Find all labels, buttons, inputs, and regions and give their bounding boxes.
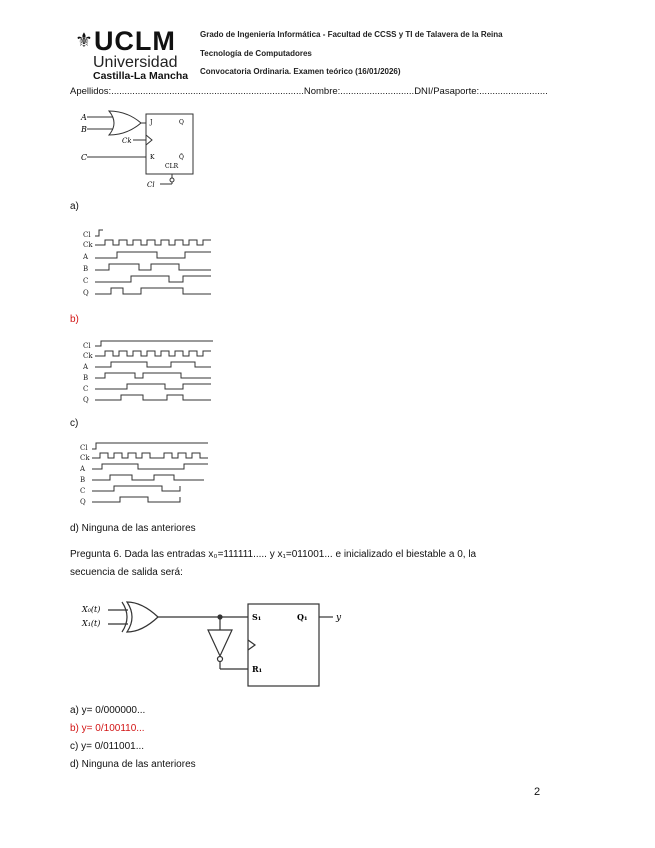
td-a-label-ck: Ck [83, 241, 93, 249]
logo-text: UCLM [93, 26, 176, 56]
sr-q1: Q₁ [297, 612, 308, 622]
jk-circuit-diagram [75, 108, 210, 188]
timing-diagram-c [80, 440, 215, 508]
sr-circuit-diagram [78, 596, 358, 691]
header-course: Tecnología de Computadores [200, 49, 312, 58]
option-d[interactable]: d) Ninguna de las anteriores [70, 523, 196, 534]
td-a-label-cl: Cl [83, 231, 91, 239]
page-number: 2 [534, 786, 541, 798]
university-logo [75, 26, 176, 57]
td-a-label-b: B [83, 265, 89, 273]
sr-s1: S₁ [252, 612, 262, 622]
q6-option-b-correct[interactable]: b) y= 0/100110... [70, 723, 145, 734]
circuit1-clear: Cl [147, 181, 155, 188]
sr-input-x0: X₀(t) [82, 605, 101, 614]
question-6-line1: Pregunta 6. Dada las entradas x₀=111111..... y x₁=011001... e inicializado el biestable a 0, la [70, 549, 477, 560]
td-c-label-cl: Cl [80, 444, 88, 452]
circuit1-input-a: A [81, 113, 87, 122]
q6-option-c[interactable]: c) y= 0/011001... [70, 741, 145, 752]
student-fields: Apellidos:.........................................................................Nombre:............................DNI/Pasaporte:.......................... [70, 86, 548, 97]
ff-clr: CLR [165, 163, 179, 170]
td-b-label-ck: Ck [83, 352, 93, 360]
logo-region: Castilla-La Mancha [93, 70, 189, 82]
ff-qbar: Q̄ [179, 154, 184, 161]
logo-emblem-icon: ⚜ [75, 30, 94, 52]
td-c-label-ck: Ck [80, 454, 90, 462]
logo-subtitle: Universidad [93, 54, 178, 71]
header-exam: Convocatoria Ordinaria. Examen teórico (16/01/2026) [200, 67, 401, 76]
q6-option-d[interactable]: d) Ninguna de las anteriores [70, 759, 196, 770]
sr-input-x1: X₁(t) [82, 619, 101, 628]
td-c-label-c: C [80, 487, 86, 495]
timing-diagram-a [83, 228, 218, 300]
sr-r1: R₁ [252, 664, 263, 674]
circuit1-input-b: B [81, 125, 87, 134]
ff-j: J [150, 119, 153, 126]
circuit1-clock: Ck [122, 137, 132, 145]
td-b-label-b: B [83, 374, 89, 382]
td-b-label-cl: Cl [83, 342, 91, 350]
td-c-label-q: Q [80, 498, 86, 506]
header-degree: Grado de Ingeniería Informática - Facultad de CCSS y TI de Talavera de la Reina [200, 30, 503, 39]
td-a-label-a: A [83, 253, 89, 261]
td-a-label-q: Q [83, 289, 89, 297]
question-6-line2: secuencia de salida será: [70, 567, 183, 578]
td-b-label-c: C [83, 385, 89, 393]
option-a[interactable]: a) [70, 201, 79, 212]
ff-k: K [150, 154, 155, 161]
td-c-label-b: B [80, 476, 86, 484]
ff-q: Q [179, 119, 184, 126]
circuit1-input-c: C [81, 153, 88, 162]
td-b-label-q: Q [83, 396, 89, 404]
q6-option-a[interactable]: a) y= 0/000000... [70, 705, 146, 716]
question-6 [70, 546, 560, 582]
td-c-label-a: A [80, 465, 86, 473]
timing-diagram-b [83, 338, 218, 408]
td-a-label-c: C [83, 277, 89, 285]
td-b-label-a: A [83, 363, 89, 371]
option-b-correct[interactable]: b) [70, 314, 79, 325]
option-c[interactable]: c) [70, 418, 79, 429]
sr-output-y: y [336, 613, 342, 623]
